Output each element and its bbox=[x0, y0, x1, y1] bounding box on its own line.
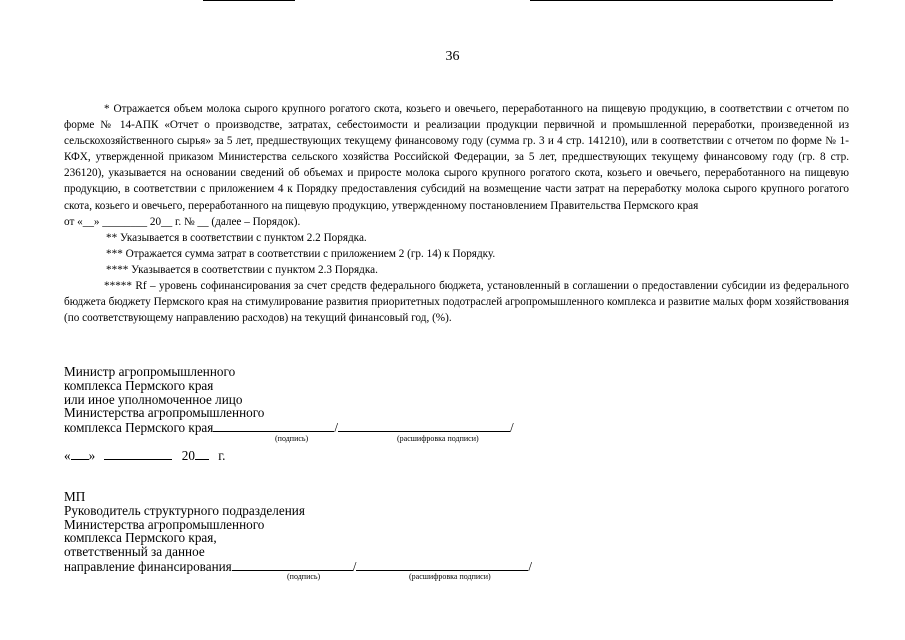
minister-date-line bbox=[64, 448, 225, 463]
minister-separator: / bbox=[334, 420, 339, 436]
date-year-prefix: 20 bbox=[181, 448, 195, 463]
page-number: 36 bbox=[445, 49, 460, 64]
stamp-label: МП bbox=[64, 489, 86, 504]
minister-line-3: или иное уполномоченное лицо bbox=[64, 391, 243, 407]
minister-caption-decoding: (расшифровка подписи) bbox=[397, 434, 479, 443]
minister-signature-block bbox=[64, 365, 514, 435]
minister-signature-line bbox=[64, 420, 514, 435]
head-line-3: комплекса Пермского края, bbox=[64, 530, 217, 546]
date-open-quote: « bbox=[64, 448, 71, 463]
footnote-4: **** Указывается в соответствии с пунктом 2.3 Порядка. bbox=[106, 263, 378, 276]
date-day-blank bbox=[71, 448, 89, 460]
footnote-2: ** Указывается в соответствии с пунктом 2.2 Порядка. bbox=[106, 231, 367, 244]
footnotes bbox=[64, 101, 849, 326]
minister-caption-signature: (подпись) bbox=[275, 434, 309, 443]
minister-line-2: комплекса Пермского края bbox=[64, 377, 214, 393]
minister-line-5: комплекса Пермского края bbox=[64, 420, 214, 436]
head-line-2: Министерства агропромышленного bbox=[64, 516, 265, 532]
head-signature-blank bbox=[232, 559, 353, 571]
head-caption-signature: (подпись) bbox=[287, 572, 321, 581]
footnote-3: *** Отражается сумма затрат в соответствии с приложением 2 (гр. 14) к Порядку. bbox=[106, 247, 496, 260]
minister-decoding-blank bbox=[338, 420, 510, 432]
minister-line-4: Министерства агропромышленного bbox=[64, 405, 265, 421]
head-separator: / bbox=[352, 558, 357, 574]
head-caption-decoding: (расшифровка подписи) bbox=[409, 572, 491, 581]
minister-signature-blank bbox=[213, 420, 334, 432]
date-year-blank bbox=[195, 448, 209, 460]
head-line-4: ответственный за данное bbox=[64, 544, 205, 560]
head-line-1: Руководитель структурного подразделения bbox=[64, 502, 305, 518]
date-month-blank bbox=[104, 448, 172, 460]
head-decoding-blank bbox=[356, 559, 528, 571]
minister-separator-end: / bbox=[510, 420, 514, 436]
top-rule-left bbox=[203, 0, 295, 1]
footnote-1-tail: от «__» ________ 20__ г. № __ (далее – Порядок). bbox=[64, 215, 301, 228]
minister-captions bbox=[0, 434, 905, 446]
footnote-1: * Отражается объем молока сырого крупного рогатого скота, козьего и овечьего, переработанного на пищевую продукцию, в соответствии с отчетом по форме № 14-АПК «Отчет о производстве, затратах, себестоимости и реализации продукции первичной и промышленной переработки, произведенной из сельскохозяйственного сырья» за 5 лет, предшествующих текущему финансовому году (сумма гр. 3 и 4 стр. 141210), или в соответствии с отчетом по форме № 1-КФХ, утвержденной приказом Министерства сельского хозяйства Российской Федерации, за 5 лет, предшествующих текущему финансовому году (гр. 8 стр. 236120), указывается на основании сведений об объемах и приросте молока сырого крупного рогатого скота, козьего и овечьего, переработанного на пищевую продукцию, в соответствии с приложением 4 к Порядку предоставления субсидий на возмещение части затрат на переработку молока сырого крупного рогатого скота, козьего и овечьего, переработанного на пищевую продукцию, утвержденному постановлением Правительства Пермского края bbox=[64, 103, 849, 212]
head-signature-block bbox=[64, 490, 532, 574]
date-close-quote: » bbox=[88, 448, 96, 463]
head-separator-end: / bbox=[528, 558, 533, 574]
top-rule-right bbox=[530, 0, 833, 1]
head-captions bbox=[0, 572, 905, 584]
minister-line-1: Министр агропромышленного bbox=[64, 364, 236, 379]
footnote-5: ***** Rf – уровень софинансирования за счет средств федерального бюджета, установленный в соглашении о предоставлении субсидии из федерального бюджета бюджету Пермского края на стимулирование развития приоритетных подотраслей агропромышленного комплекса и развитие малых форм хозяйствования (по соответствующему направлению расходов) на текущий финансовый год, (%). bbox=[64, 280, 849, 325]
date-suffix: г. bbox=[218, 448, 226, 463]
head-line-5: направление финансирования bbox=[64, 558, 232, 574]
